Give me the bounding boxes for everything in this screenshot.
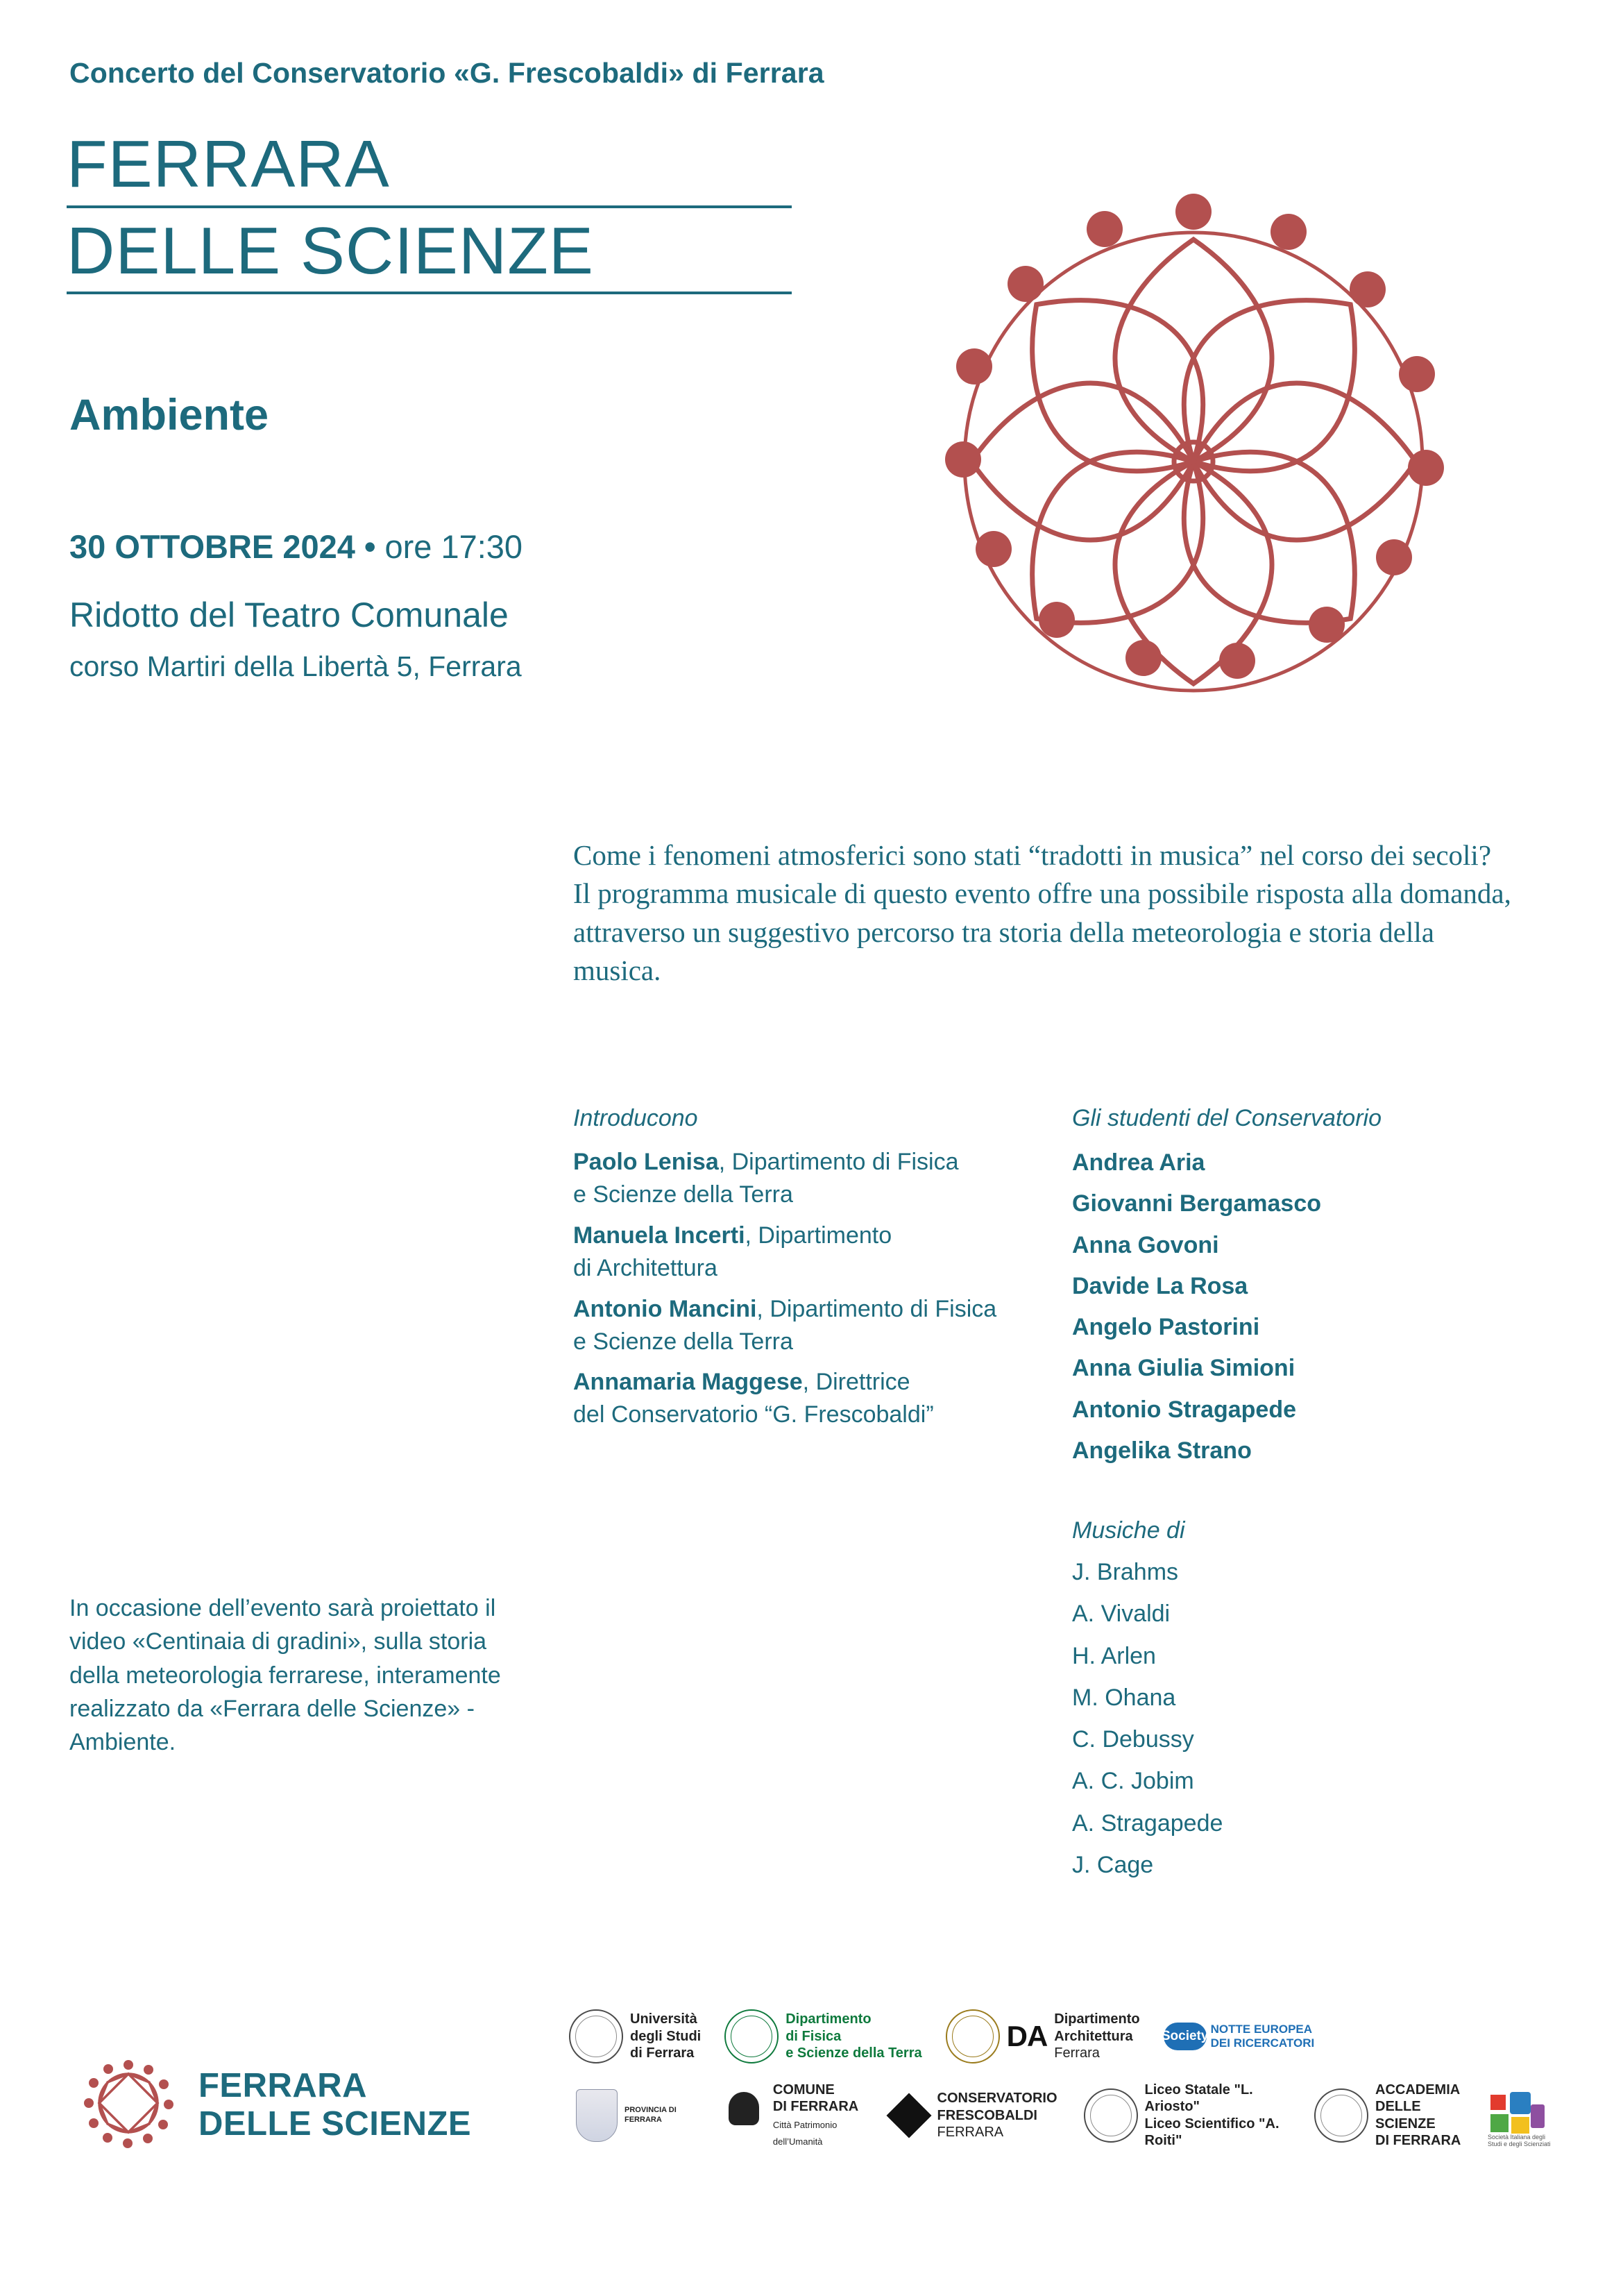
student-name: Andrea Aria bbox=[1072, 1149, 1205, 1176]
sponsor-sif bbox=[1487, 2091, 1554, 2147]
poster-title bbox=[67, 128, 830, 294]
notte-line1: NOTTE EUROPEA bbox=[1210, 2022, 1313, 2036]
sponsor-unife bbox=[569, 2009, 701, 2063]
footer-brand-logo bbox=[76, 2051, 471, 2159]
comune-shield-icon bbox=[723, 2091, 766, 2141]
composer-name: M. Ohana bbox=[1072, 1684, 1176, 1711]
footer-brand-text bbox=[198, 2067, 471, 2143]
event-datetime bbox=[69, 527, 522, 566]
comune-line2: DI FERRARA bbox=[772, 2099, 859, 2115]
fisica-line2: di Fisica bbox=[785, 2028, 842, 2044]
speaker-entry bbox=[573, 1146, 1059, 1211]
title-line-2: DELLE SCIENZE bbox=[67, 215, 792, 295]
date-separator: • bbox=[364, 528, 376, 565]
sponsor-liceo bbox=[1084, 2082, 1288, 2150]
student-name: Davide La Rosa bbox=[1072, 1272, 1248, 1299]
footer-brand-line1: FERRARA bbox=[198, 2066, 368, 2104]
poster-kicker: Concerto del Conservatorio «G. Frescobaldi» di Ferrara bbox=[69, 57, 824, 89]
notte-text bbox=[1211, 2023, 1315, 2051]
comune-line3: Città Patrimonio dell’Umanità bbox=[772, 2119, 838, 2147]
comune-line1: COMUNE bbox=[772, 2082, 835, 2097]
unife-line2: degli Studi bbox=[630, 2028, 702, 2044]
speaker-entry bbox=[573, 1219, 1059, 1285]
liceo-text bbox=[1145, 2082, 1288, 2150]
poster-subtitle: Ambiente bbox=[69, 391, 269, 439]
sponsor-row-1 bbox=[569, 2009, 1554, 2063]
composer-name: J. Brahms bbox=[1072, 1559, 1179, 1586]
accademia-line1: ACCADEMIA bbox=[1375, 2082, 1461, 2097]
conservatorio-line2: FRESCOBALDI bbox=[937, 2107, 1037, 2123]
fisica-text bbox=[785, 2011, 921, 2061]
unife-line1: Università bbox=[630, 2011, 697, 2027]
unife-text bbox=[630, 2011, 701, 2061]
event-time: ore 17:30 bbox=[384, 528, 523, 565]
speaker-entry bbox=[573, 1366, 1059, 1431]
sponsor-notte-ricercatori bbox=[1161, 2022, 1315, 2051]
introducono-column bbox=[573, 1105, 1059, 1440]
sponsor-dipartimento-architettura bbox=[946, 2009, 1140, 2063]
student-name: Antonio Stragapede bbox=[1072, 1396, 1297, 1423]
conservatorio-line1: CONSERVATORIO bbox=[937, 2091, 1057, 2107]
introducono-heading: Introducono bbox=[573, 1105, 698, 1131]
sif-colorblocks-icon bbox=[1487, 2091, 1554, 2147]
sponsor-logos bbox=[569, 2009, 1554, 2168]
architettura-line2: Architettura bbox=[1054, 2028, 1133, 2044]
speaker-name: Manuela Incerti bbox=[573, 1222, 745, 1249]
architettura-line1: Dipartimento bbox=[1054, 2011, 1140, 2027]
accademia-line2: DELLE SCIENZE bbox=[1375, 2099, 1436, 2132]
fisica-line3: e Scienze della Terra bbox=[785, 2045, 922, 2061]
unife-seal-icon bbox=[569, 2009, 623, 2063]
speaker-role-cont: del Conservatorio “G. Frescobaldi” bbox=[573, 1401, 934, 1428]
sponsor-row-2 bbox=[576, 2082, 1554, 2150]
fisica-seal-icon bbox=[724, 2009, 779, 2063]
musiche-heading: Musiche di bbox=[1072, 1517, 1185, 1544]
speaker-role-cont: e Scienze della Terra bbox=[573, 1328, 793, 1355]
sponsor-provincia-ferrara bbox=[576, 2089, 697, 2142]
liceo-line1: Liceo Statale "L. Ariosto" bbox=[1144, 2082, 1253, 2115]
architettura-line3: Ferrara bbox=[1054, 2045, 1100, 2061]
studenti-heading: Gli studenti del Conservatorio bbox=[1072, 1105, 1382, 1131]
speaker-name: Antonio Mancini bbox=[573, 1295, 757, 1322]
architettura-seal-icon bbox=[946, 2009, 1000, 2063]
mandala-flower-graphic bbox=[888, 174, 1499, 750]
accademia-seal-icon bbox=[1314, 2088, 1368, 2143]
speaker-role: , Dipartimento bbox=[745, 1222, 892, 1249]
speaker-role-cont: e Scienze della Terra bbox=[573, 1181, 793, 1208]
speaker-role: , Direttrice bbox=[802, 1369, 910, 1396]
composer-name: A. C. Jobim bbox=[1072, 1768, 1194, 1795]
rosette-icon bbox=[76, 2051, 180, 2159]
event-venue: Ridotto del Teatro Comunale bbox=[69, 596, 509, 634]
event-note: In occasione dell’evento sarà proiettato il video «Centinaia di gradini», sulla storia della meteorologia ferrarese, interamente realizzato da «Ferrara delle Scienze» - Ambiente. bbox=[69, 1595, 501, 1756]
footer-brand-line2: DELLE SCIENZE bbox=[198, 2104, 472, 2143]
event-date: 30 OTTOBRE 2024 bbox=[69, 528, 355, 565]
accademia-line3: DI FERRARA bbox=[1375, 2133, 1461, 2149]
sponsor-comune-ferrara bbox=[723, 2082, 867, 2150]
student-name: Giovanni Bergamasco bbox=[1072, 1190, 1322, 1217]
composer-name: A. Stragapede bbox=[1072, 1809, 1223, 1837]
provincia-crest-icon bbox=[576, 2089, 618, 2142]
unife-line3: di Ferrara bbox=[630, 2045, 695, 2061]
comune-text bbox=[773, 2082, 867, 2150]
intro-paragraph: Come i fenomeni atmosferici sono stati “tradotti in musica” nel corso dei secoli? Il programma musicale di questo evento offre una possibile risposta alla domanda, attraverso un suggestivo percorso tra storia della meteorologia e storia della musica. bbox=[573, 839, 1511, 987]
student-name: Anna Giulia Simioni bbox=[1072, 1355, 1295, 1382]
speaker-role: , Dipartimento di Fisica bbox=[756, 1295, 997, 1322]
studenti-column bbox=[1072, 1105, 1516, 1890]
sponsor-conservatorio bbox=[893, 2090, 1057, 2141]
conservatorio-line3: FERRARA bbox=[937, 2124, 1004, 2140]
sif-caption: Società Italiana degli Studi e degli Scienziati bbox=[1487, 2133, 1551, 2147]
speaker-name: Paolo Lenisa bbox=[573, 1149, 719, 1175]
speaker-role: , Dipartimento di Fisica bbox=[718, 1149, 959, 1175]
event-address: corso Martiri della Libertà 5, Ferrara bbox=[69, 650, 522, 682]
student-name: Anna Govoni bbox=[1072, 1231, 1219, 1258]
notte-line2: DEI RICERCATORI bbox=[1210, 2036, 1315, 2050]
speaker-name: Annamaria Maggese bbox=[573, 1369, 803, 1396]
student-name: Angelika Strano bbox=[1072, 1437, 1252, 1464]
liceo-line2: Liceo Scientifico "A. Roiti" bbox=[1144, 2116, 1280, 2149]
architettura-text bbox=[1054, 2011, 1139, 2061]
sponsor-dipartimento-fisica bbox=[724, 2009, 921, 2063]
student-name: Angelo Pastorini bbox=[1072, 1314, 1260, 1341]
composer-name: J. Cage bbox=[1072, 1851, 1154, 1878]
accademia-text bbox=[1375, 2082, 1461, 2150]
liceo-seal-icon bbox=[1084, 2088, 1138, 2143]
composer-name: C. Debussy bbox=[1072, 1726, 1194, 1753]
composer-name: A. Vivaldi bbox=[1072, 1601, 1171, 1628]
society-badge-icon: Society bbox=[1164, 2023, 1207, 2050]
da-monogram: DA bbox=[1006, 2020, 1048, 2052]
fisica-line1: Dipartimento bbox=[785, 2011, 872, 2027]
speaker-role-cont: di Architettura bbox=[573, 1254, 717, 1281]
provincia-text: PROVINCIA DI FERRARA bbox=[624, 2106, 677, 2124]
composer-name: H. Arlen bbox=[1072, 1642, 1156, 1669]
sponsor-accademia bbox=[1314, 2082, 1461, 2150]
conservatorio-text bbox=[937, 2090, 1057, 2141]
speaker-entry bbox=[573, 1293, 1059, 1358]
conservatorio-diamond-icon bbox=[886, 2093, 931, 2138]
title-line-1: FERRARA bbox=[67, 128, 792, 208]
